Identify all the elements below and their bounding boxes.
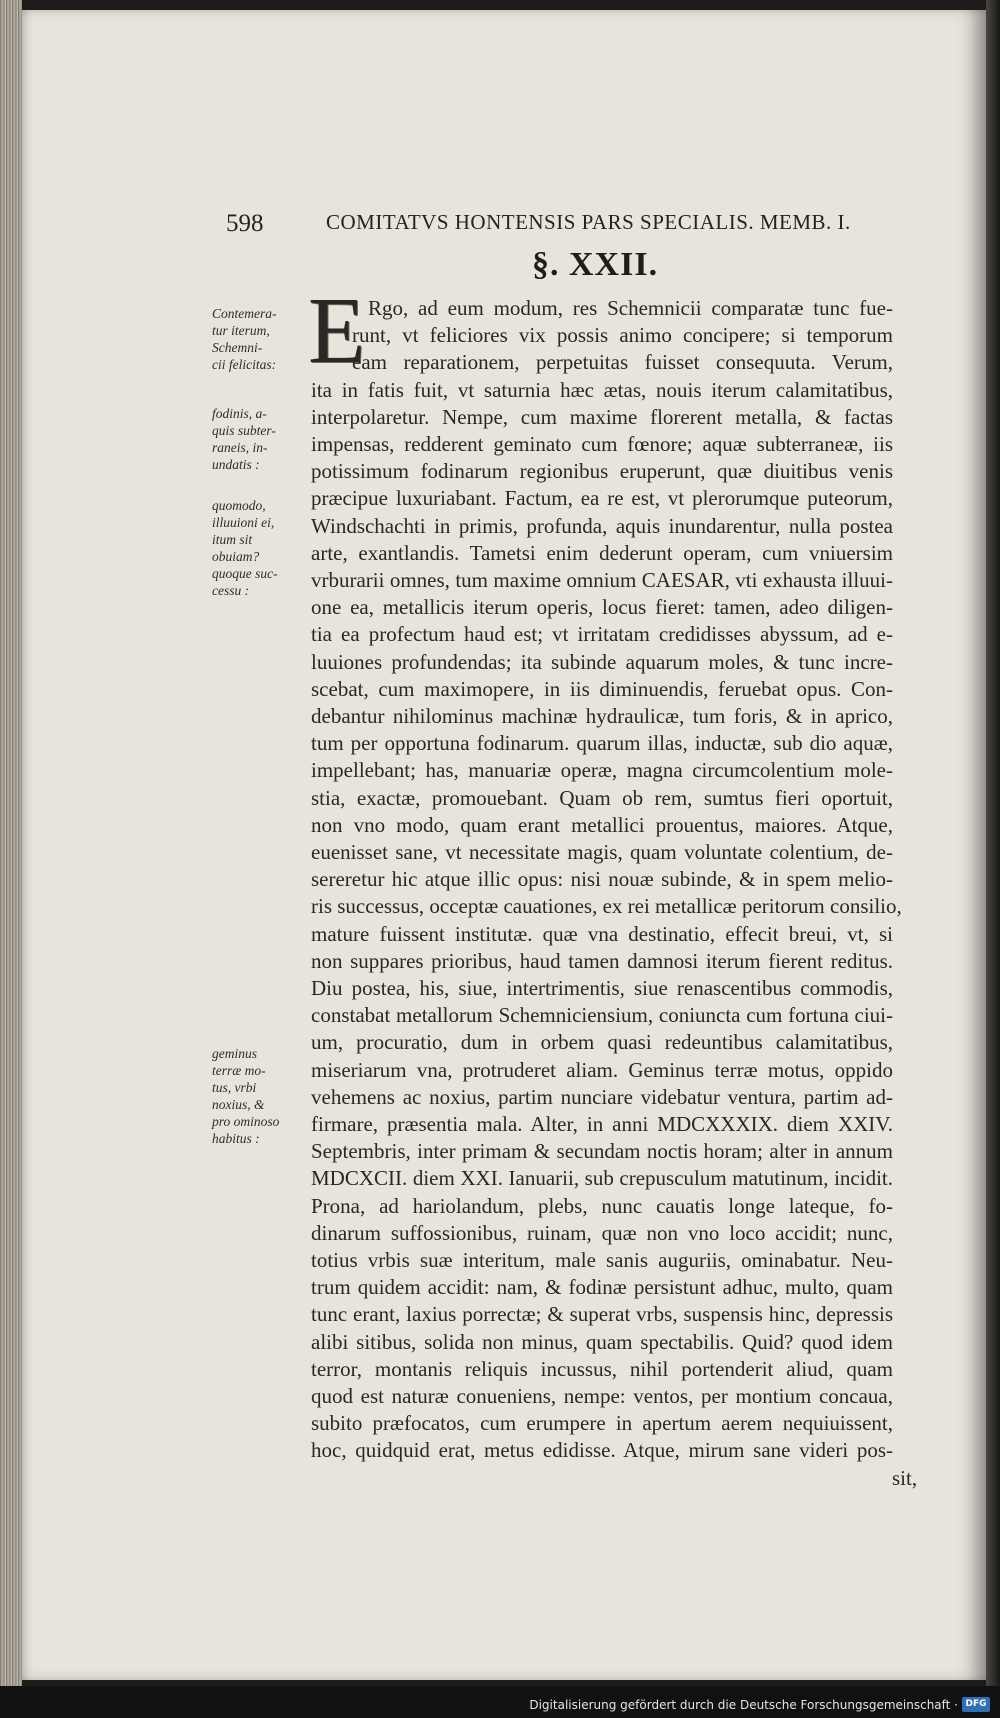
body-text-line: stia, exactæ, promouebant. Quam ob rem, sumtus fieri oportuit, bbox=[311, 785, 893, 810]
body-text-line: alibi sitibus, solida non minus, quam spectabilis. Quid? quod idem bbox=[311, 1329, 893, 1354]
body-text-line: Septembris, inter primam & secundam noctis horam; alter in annum bbox=[311, 1139, 893, 1164]
margin-note-line: fodinis, a- bbox=[212, 406, 267, 421]
book-page-edges bbox=[0, 0, 22, 1718]
body-text-line: tunc erant, laxius porrectæ; & superat vrbs, suspensis hinc, depressis bbox=[311, 1302, 893, 1327]
footer-credit: Digitalisierung gefördert durch die Deutsche Forschungsgemeinschaft · bbox=[529, 1698, 958, 1712]
body-text-line: um, procuratio, dum in orbem quasi redeuntibus calamitatibus, bbox=[311, 1030, 893, 1055]
margin-note-line: undatis : bbox=[212, 457, 260, 472]
margin-note-line: raneis, in- bbox=[212, 440, 268, 455]
body-text-line: debantur nihilominus machinæ hydraulicæ, tum foris, & in aprico, bbox=[311, 704, 893, 728]
body-text-line: eam reparationem, perpetuitas fuisset consequuta. Verum, bbox=[352, 350, 893, 375]
margin-note-line: quomodo, bbox=[212, 498, 266, 513]
body-text-line: trum quidem accidit: nam, & fodinæ persistunt adhuc, multo, quam bbox=[311, 1275, 893, 1300]
body-text-line: runt, vt feliciores vix possis animo concipere; si temporum bbox=[352, 323, 893, 348]
dfg-logo-icon[interactable]: DFG bbox=[962, 1697, 990, 1712]
body-text-line: arte, exantlandis. Tametsi enim dederunt operam, cum vniuersim bbox=[311, 540, 893, 565]
body-text-line: tia ea profectum haud est; vt irritatam credidisses abyssum, ad e- bbox=[311, 622, 893, 647]
body-text-line: tum per opportuna fodinarum. quarum illas, inductæ, sub dio aquæ, bbox=[311, 731, 893, 756]
body-text-line: scebat, cum maximopere, in iis diminuendis, feruebat opus. Con- bbox=[311, 676, 893, 701]
body-text-line: impellebant; has, manuariæ operæ, magna circumcolentium mole- bbox=[311, 758, 893, 783]
margin-note-line: itum sit bbox=[212, 532, 253, 547]
body-text-line: potissimum fodinarum regionibus eruperunt, quæ diuitibus venis bbox=[311, 459, 893, 484]
margin-note-line: terræ mo- bbox=[212, 1063, 266, 1078]
margin-note-line: pro ominoso bbox=[212, 1114, 280, 1129]
margin-note-line: noxius, & bbox=[212, 1097, 265, 1112]
body-text-line: luuiones profundendas; ita subinde aquarum moles, & tunc incre- bbox=[311, 649, 893, 674]
body-text-line: euenisset sane, vt necessitate magis, quam voluntate colentium, de- bbox=[311, 840, 893, 864]
body-text-line: terror, montanis reliquis incussus, nihil portenderit aliud, quam bbox=[311, 1356, 893, 1381]
body-text-line: Diu postea, his, siue, intertrimentis, siue renascentibus commodis, bbox=[311, 976, 893, 1000]
body-text-line: subito præfocatos, cum erumpere in apertum aerem nequiuissent, bbox=[311, 1411, 893, 1436]
body-text-line: one ea, metallicis iterum operis, locus fieret: tamen, adeo diligen- bbox=[311, 595, 893, 620]
body-text-line: ris successus, occeptæ cauationes, ex rei metallicæ peritorum consilio, bbox=[311, 894, 902, 919]
body-text-line: MDCXCII. diem XXI. Ianuarii, sub crepusculum matutinum, incidit. bbox=[311, 1166, 893, 1191]
body-text-line: miseriarum vna, protruderet aliam. Geminus terræ motus, oppido bbox=[311, 1057, 893, 1082]
body-text-line: sereretur hic atque illic opus: nisi nouæ subinde, & in spem melio- bbox=[311, 867, 893, 892]
body-text-line: non vno modo, quam erant metallici prouentus, maiores. Atque, bbox=[311, 812, 893, 837]
body-text-line: Rgo, ad eum modum, res Schemnicii comparatæ tunc fue- bbox=[368, 296, 893, 320]
body-text-line: mature fuissent institutæ. quæ vna destinatio, effecit breui, vt, si bbox=[311, 921, 893, 946]
margin-note-line: obuiam? bbox=[212, 549, 260, 564]
margin-note-line: tur iterum, bbox=[212, 323, 270, 338]
body-text-line: vehemens ac noxius, partim nunciare videbatur ventura, partim ad- bbox=[311, 1084, 893, 1109]
body-text-line: Prona, ad hariolandum, plebs, nunc cauatis longe lateque, fo- bbox=[311, 1193, 893, 1218]
margin-note-line: cessu : bbox=[212, 583, 250, 598]
body-text-line: Windschachti in primis, profunda, aquis inundarentur, nulla postea bbox=[311, 513, 893, 538]
margin-note-line: cii felicitas: bbox=[212, 357, 277, 372]
section-heading: §. XXII. bbox=[532, 246, 659, 283]
margin-note-line: quoque suc- bbox=[212, 566, 278, 581]
margin-note-line: illuuioni ei, bbox=[212, 515, 275, 530]
body-text-line: quod est naturæ conueniens, nempe: ventos, per montium concaua, bbox=[311, 1384, 893, 1408]
body-text-line: impensas, redderent geminato cum fœnore; aquæ subterraneæ, iis bbox=[311, 432, 893, 456]
margin-note-line: tus, vrbi bbox=[212, 1080, 257, 1095]
drop-cap: E bbox=[308, 279, 366, 383]
body-text-line: ita in fatis fuit, vt saturnia hæc ætas, nouis iterum calamitatibus, bbox=[311, 377, 893, 402]
body-text-line: dinarum suffossionibus, ruinam, quæ non vno loco accidit; nunc, bbox=[311, 1220, 893, 1245]
margin-note-line: Schemni- bbox=[212, 340, 263, 355]
margin-note-line: geminus bbox=[212, 1046, 257, 1061]
body-text-line: non suppares prioribus, haud tamen damnosi iterum fierent reditus. bbox=[311, 948, 893, 973]
page-number: 598 bbox=[226, 210, 264, 237]
body-text-line: totius vrbis suæ interitum, male sanis auguriis, ominabatur. Neu- bbox=[311, 1248, 893, 1272]
body-text-line: firmare, præsentia mala. Alter, in anni MDCXXXIX. diem XXIV. bbox=[311, 1112, 893, 1136]
margin-note-line: quis subter- bbox=[212, 423, 276, 438]
body-text-line: vrburarii omnes, tum maxime omnium CAESAR, vti exhausta illuui- bbox=[311, 568, 893, 592]
body-text-line: hoc, quidquid erat, metus edidisse. Atque, mirum sane videri pos- bbox=[311, 1438, 893, 1463]
book-spine-shadow bbox=[986, 0, 1000, 1718]
margin-note-line: Contemera- bbox=[212, 306, 277, 321]
margin-note-line: habitus : bbox=[212, 1131, 260, 1146]
body-text-line: sit, bbox=[892, 1465, 918, 1490]
running-head: COMITATVS HONTENSIS PARS SPECIALIS. MEMB. I. bbox=[326, 210, 851, 234]
body-text-line: interpolaretur. Nempe, cum maxime florerent metalla, & factas bbox=[311, 404, 893, 429]
body-text-line: præcipue luxuriabant. Factum, ea re est, vt plerorumque puteorum, bbox=[311, 486, 893, 511]
body-text-line: constabat metallorum Schemniciensium, coniuncta cum fortuna ciui- bbox=[311, 1003, 893, 1028]
